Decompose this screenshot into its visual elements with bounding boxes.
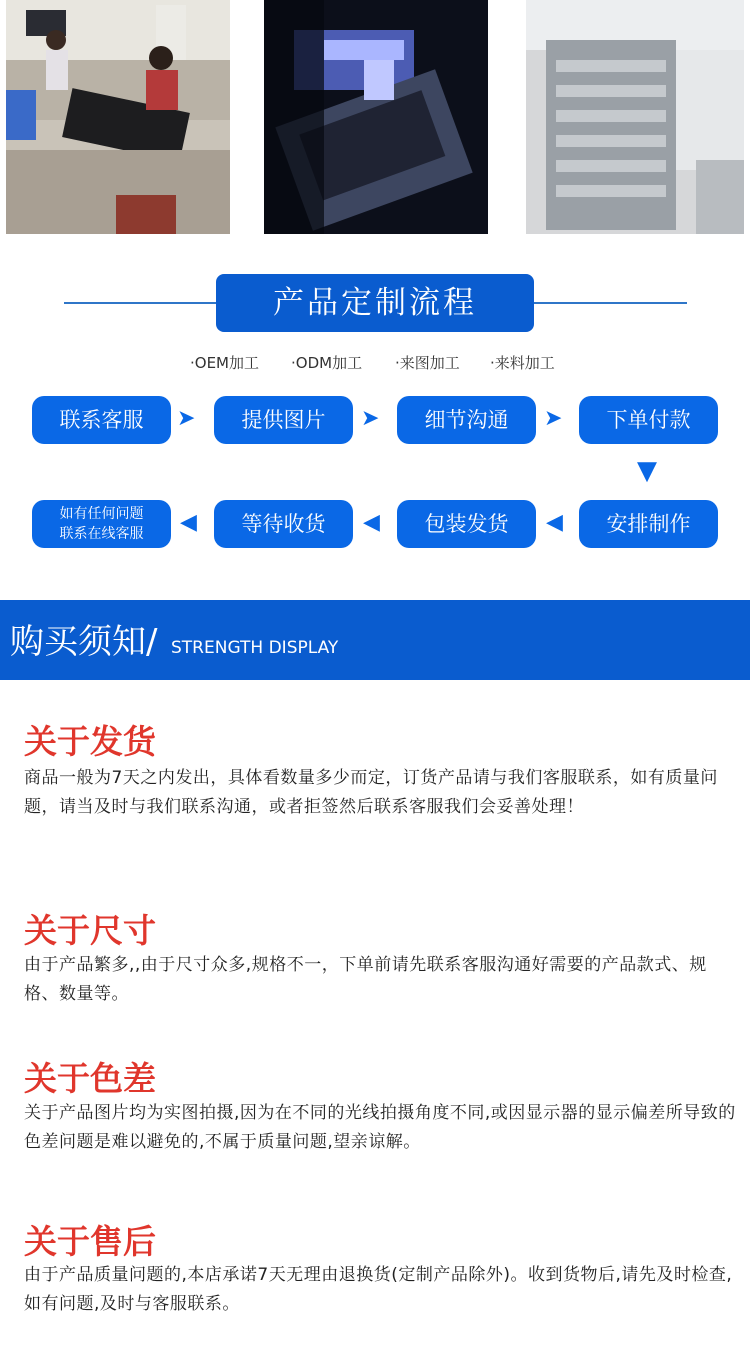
divider-right bbox=[530, 302, 687, 304]
arrow-left-icon: ◀ bbox=[180, 510, 197, 535]
rack-photo-trays bbox=[526, 0, 744, 234]
arrow-down-icon: ▼ bbox=[637, 456, 657, 486]
service-oem: ·OEM加工 bbox=[190, 354, 259, 372]
service-drawing: ·来图加工 bbox=[395, 354, 460, 372]
help-line-2: 联系在线客服 bbox=[59, 526, 144, 542]
banner-subtitle: STRENGTH DISPLAY bbox=[171, 638, 339, 658]
arrow-left-icon: ◀ bbox=[363, 510, 380, 535]
step-place-order: 下单付款 bbox=[579, 396, 718, 444]
arrow-left-icon: ◀ bbox=[546, 510, 563, 535]
purchase-notice-banner bbox=[0, 600, 750, 680]
service-material: ·来料加工 bbox=[490, 354, 555, 372]
process-title: 产品定制流程 bbox=[216, 274, 534, 332]
step-detail-communication: 细节沟通 bbox=[397, 396, 536, 444]
step-contact-service: 联系客服 bbox=[32, 396, 171, 444]
step-arrange-production: 安排制作 bbox=[579, 500, 718, 548]
notice-heading-after-sales: 关于售后 bbox=[24, 1222, 156, 1261]
notice-text-shipping: 商品一般为7天之内发出，具体看数量多少而定，订货产品请与我们客服联系，如有质量问题，请当及时与我们联系沟通，或者拒签然后联系客服我们会妥善处理！ bbox=[24, 768, 718, 817]
help-line-1: 如有任何问题 bbox=[59, 506, 144, 522]
divider-left bbox=[64, 302, 220, 304]
notice-heading-size: 关于尺寸 bbox=[24, 911, 156, 950]
arrow-right-icon: ➤ bbox=[544, 406, 563, 431]
step-provide-image: 提供图片 bbox=[214, 396, 353, 444]
step-help-contact bbox=[32, 500, 171, 548]
notice-text-size: 由于产品繁多,,由于尺寸众多,规格不一，下单前请先联系客服沟通好需要的产品款式、规格、数量等。 bbox=[24, 955, 707, 1004]
service-odm: ·ODM加工 bbox=[291, 354, 363, 372]
arrow-right-icon: ➤ bbox=[177, 406, 196, 431]
factory-photo-workers bbox=[6, 0, 230, 234]
arrow-right-icon: ➤ bbox=[361, 406, 380, 431]
notice-heading-color: 关于色差 bbox=[24, 1059, 156, 1098]
banner-title: 购买须知/ bbox=[10, 622, 158, 662]
notice-text-color: 关于产品图片均为实图拍摄,因为在不同的光线拍摄角度不同,或因显示器的显示偏差所导致的色差问题是难以避免的,不属于质量问题,望亲谅解。 bbox=[24, 1103, 736, 1152]
step-await-delivery: 等待收货 bbox=[214, 500, 353, 548]
step-package-ship: 包装发货 bbox=[397, 500, 536, 548]
machine-photo-blue-light bbox=[264, 0, 488, 234]
notice-heading-shipping: 关于发货 bbox=[24, 722, 156, 761]
notice-text-after-sales: 由于产品质量问题的,本店承诺7天无理由退换货(定制产品除外)。收到货物后,请先及时检查,如有问题,及时与客服联系。 bbox=[24, 1265, 733, 1314]
